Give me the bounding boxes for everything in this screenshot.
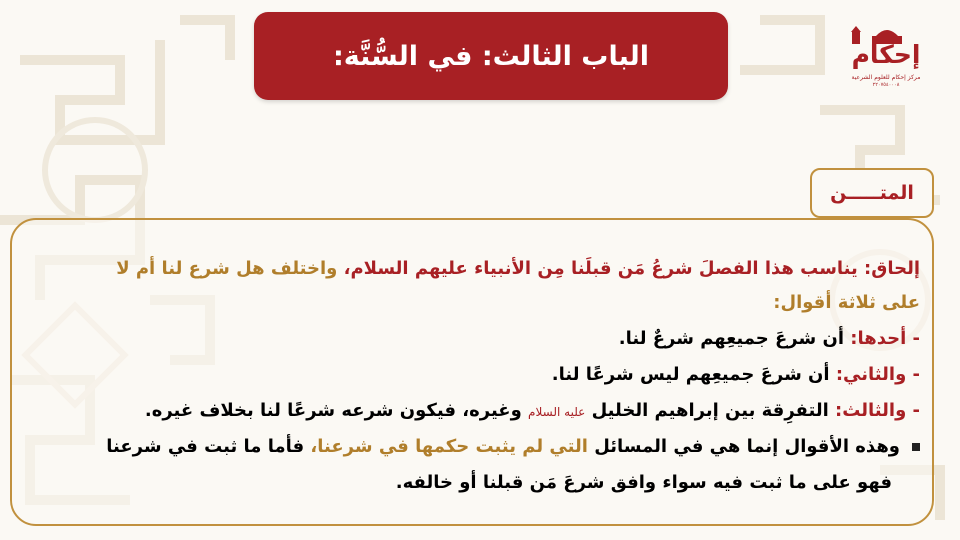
text-segment: فهو على ما ثبت فيه سواء وافق شرعَ مَن قبلنا أو خالفه.: [395, 472, 892, 493]
bullet-icon: [912, 443, 920, 451]
logo-subtitle: مركز إحكام للعلوم الشرعية: [851, 74, 921, 81]
highlighted-text: التي لم يثبت حكمها في شرعنا،: [310, 436, 588, 457]
text-line-6: [106, 436, 920, 457]
honorific-glyph: عليه السلام: [528, 405, 586, 419]
text-segment: وغيره، فيكون شرعه شرعًا لنا بخلاف غيره.: [144, 400, 529, 421]
text-segment: وهذه الأقوال إنما هي في المسائل: [587, 436, 900, 457]
highlighted-text: على ثلاثة أقوال:: [773, 292, 920, 313]
text-segment: يناسب هذا الفصلَ شرعُ مَن قبلَنا مِن الأنبياء عليهم السلام،: [337, 258, 865, 279]
highlighted-text: واختلف هل شرع لنا أم لا: [116, 258, 338, 279]
slide-title: الباب الثالث: في السُّنَّة:: [332, 40, 649, 72]
logo: [846, 24, 926, 96]
text-line-2: [773, 292, 920, 313]
logo-number: ٢٢٠٧٥٤٠٠٠٨: [872, 82, 900, 88]
item-label: - أحدها:: [850, 328, 920, 349]
text-segment: أن شرعَ جميعِهم ليس شرعًا لنا.: [551, 364, 836, 385]
item-label: - والثالث:: [835, 400, 920, 421]
logo-word: إحكام: [851, 40, 921, 69]
text-line-1: [116, 258, 920, 279]
text-segment: أن شرعَ جميعِهم شرعٌ لنا.: [618, 328, 851, 349]
slide-title-banner: [254, 12, 728, 100]
text-panel: [10, 218, 934, 526]
text-segment: التفرِقة بين إبراهيم الخليل: [585, 400, 836, 421]
text-line-7: [396, 472, 892, 493]
item-label: - والثاني:: [835, 364, 920, 385]
text-line-3: [619, 328, 920, 349]
text-line-4: [552, 364, 920, 385]
section-label: المتـــــن: [830, 182, 914, 204]
term-label: إلحاق:: [864, 258, 920, 279]
text-line-5: [145, 400, 920, 421]
text-segment: فأما ما ثبت في شرعنا: [106, 436, 311, 457]
section-label-tab: [810, 168, 934, 218]
